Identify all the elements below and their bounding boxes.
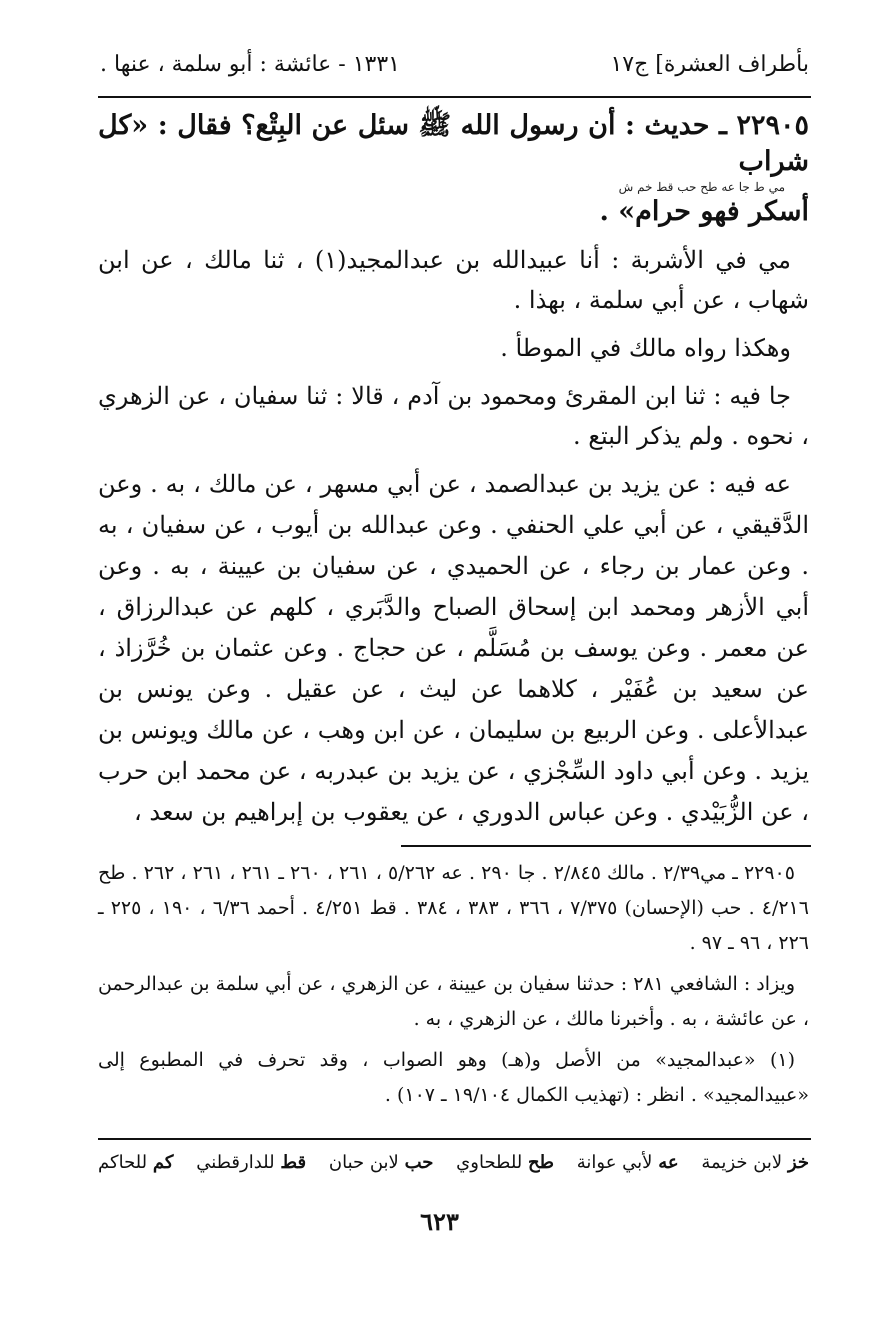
abbreviation-item: حب لابن حبان [328, 1152, 434, 1173]
footnote-rule [401, 845, 811, 847]
paragraph: جا فيه : ثنا ابن المقرئ ومحمود بن آدم ، قالا : ثنا سفيان ، عن الزهري ، نحوه . ولم يذكر البتع . [98, 382, 809, 450]
paragraph: مي في الأشربة : أنا عبيدالله بن عبدالمجيد(١) ، ثنا مالك ، عن ابن شهاب ، عن أبي سلمة ، بهذا . [98, 246, 809, 314]
hadith-heading-end: أسكر فهو حرام» . [599, 196, 809, 227]
abbreviations-legend [98, 1152, 809, 1173]
running-header [100, 44, 809, 84]
source-sigla: مي ط جا عه طح حب قط خم ش [618, 180, 785, 194]
hadith-heading: ٢٢٩٠٥ ـ حديث : أن رسول الله ﷺ سئل عن البِتْع؟ فقال : «كل شراب [98, 110, 809, 177]
abbreviation-item: عه لأبي عوانة [576, 1152, 679, 1173]
abbreviation-item: قط للدارقطني [196, 1152, 307, 1173]
header-book-title: بأطراف العشرة] ج١٧ [610, 51, 809, 77]
paragraph: عه فيه : عن يزيد بن عبدالصمد ، عن أبي مسهر ، عن مالك ، به . وعن الدَّقيقي ، عن أبي علي الحنفي . وعن عبدالله بن أيوب ، عن سفيان ، به . وعن عمار بن رجاء ، عن الحميدي ، عن سفيان بن عيينة ، به . وعن أبي الأزهر ومحمد ابن إسحاق الصباح والدَّبَري ، كلهم عن عبدالرزاق ، عن معمر . وعن يوسف بن مُسَلَّم ، عن حجاج . وعن عثمان بن خُرَّزاذ ، عن سعيد بن عُفَيْر ، كلاهما عن ليث ، عن عقيل . وعن يونس بن عبدالأعلى . وعن الربيع بن سليمان ، عن ابن وهب ، عن مالك ويونس بن يزيد . وعن أبي داود السِّجْزي ، عن يزيد بن عبدربه ، عن محمد ابن حرب ، عن الزُّبَيْدي . وعن عباس الدوري ، عن يعقوب بن إبراهيم بن سعد ، [98, 470, 809, 826]
footnote-1: (١) «عبدالمجيد» من الأصل و(هـ) وهو الصواب ، وقد تحرف في المطبوع إلى «عبيدالمجيد» . انظر : (تهذيب الكمال ١٩/١٠٤ ـ ١٠٧) . [98, 1049, 809, 1106]
header-section-title: ١٣٣١ - عائشة : أبو سلمة ، عنها . [100, 51, 400, 77]
abbreviation-item: كم للحاكم [98, 1152, 174, 1173]
main-text [98, 108, 809, 841]
abbreviation-item: طح للطحاوي [456, 1152, 554, 1173]
footnote-references: ٢٢٩٠٥ ـ مي٢/٣٩ . مالك ٢/٨٤٥ . جا ٢٩٠ . عه ٥/٢٦٢ ، ٢٦١ ، ٢٦٠ ـ ٢٦١ ، ٢٦١ ، ٢٦٢ . طح ٤/٢١٦ . حب (الإحسان) ٧/٣٧٥ ، ٣٦٦ ، ٣٨٣ ، ٣٨٤ . قط ٤/٢٥١ . أحمد ٦/٣٦ ، ١٩٠ ، ٢٢٥ ـ ٢٢٦ ، ٩٦ ـ ٩٧ . [98, 862, 809, 954]
header-rule [98, 96, 811, 98]
footnotes [98, 856, 809, 1119]
page-number: ٦٢٣ [420, 1207, 459, 1236]
abbreviation-item: خز لابن خزيمة [701, 1152, 809, 1173]
paragraph: وهكذا رواه مالك في الموطأ . [500, 334, 791, 362]
footnote-additions: ويزاد : الشافعي ٢٨١ : حدثنا سفيان بن عيينة ، عن الزهري ، عن أبي سلمة بن عبدالرحمن ، عن عائشة ، به . وأخبرنا مالك ، عن الزهري ، به . [98, 973, 809, 1030]
abbreviations-rule [98, 1138, 811, 1140]
